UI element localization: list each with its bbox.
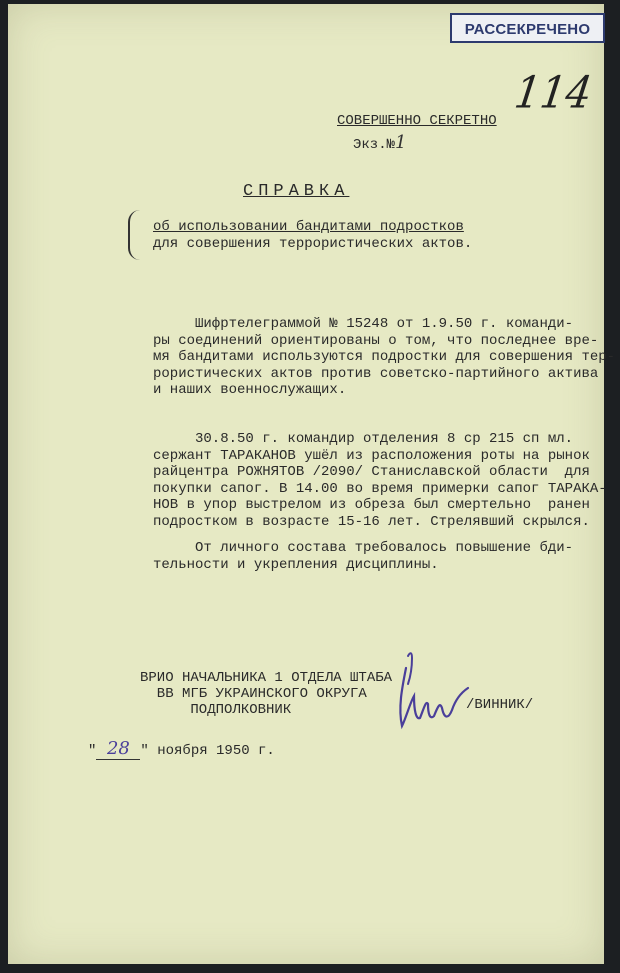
- copy-number-line: [353, 132, 406, 153]
- paragraph-line: и наших военнослужащих.: [153, 382, 347, 398]
- document-title: СПРАВКА: [243, 182, 350, 201]
- signature-block: [140, 670, 392, 718]
- paragraph-line: От личного состава требовалось повышение бди-: [153, 540, 574, 556]
- date-open-quote: ": [88, 743, 97, 759]
- paragraph-line: подростком в возрасте 15-16 лет. Стрелявший скрылся.: [153, 513, 590, 530]
- signature-line: ВВ МГБ УКРАИНСКОГО ОКРУГА: [140, 686, 367, 702]
- paragraph-2: [153, 431, 607, 530]
- copy-number: 1: [395, 132, 407, 153]
- paragraph-3: [153, 540, 574, 573]
- paragraph-line: 30.8.50 г. командир отделения 8 ср 215 сп мл.: [153, 431, 574, 447]
- declassified-stamp: РАССЕКРЕЧЕНО: [450, 13, 605, 43]
- signer-name: /ВИННИК/: [466, 697, 534, 713]
- paragraph-line: сержант ТАРАКАНОВ ушёл из расположения роты на рынок: [153, 447, 590, 464]
- paragraph-line: покупки сапог. В 14.00 во время примерки сапог ТАРАКА-: [153, 480, 607, 497]
- handwritten-signature: [392, 648, 472, 738]
- paragraph-line: райцентра РОЖНЯТОВ /2090/ Станиславской области для: [153, 464, 590, 480]
- date-day: 28: [96, 738, 140, 760]
- date-month-year: ноября 1950 г.: [148, 743, 275, 759]
- signature-line: ПОДПОЛКОВНИК: [140, 702, 292, 718]
- copy-label: Экз.№: [353, 137, 396, 153]
- paragraph-1: [153, 316, 616, 399]
- signature-line: ВРИО НАЧАЛЬНИКА 1 ОТДЕЛА ШТАБА: [140, 670, 393, 686]
- paragraph-line: НОВ в упор выстрелом из обреза был смертельно ранен: [153, 497, 590, 513]
- paragraph-line: рористических актов против советско-партийного актива: [153, 365, 599, 382]
- paragraph-line: ры соединений ориентированы о том, что последнее вре-: [153, 332, 599, 349]
- subject-line-1: об использовании бандитами подростков: [153, 219, 464, 235]
- paragraph-line: тельности и укрепления дисциплины.: [153, 556, 439, 573]
- classification-label: СОВЕРШЕННО СЕКРЕТНО: [337, 113, 497, 129]
- subject-line-2: для совершения террористических актов.: [153, 236, 473, 252]
- paragraph-line: мя бандитами используются подростки для совершения тер-: [153, 349, 616, 365]
- page-number: 114: [511, 67, 595, 119]
- document-date: [88, 738, 275, 760]
- date-close-quote: ": [140, 743, 149, 759]
- margin-bracket: [128, 210, 148, 260]
- paragraph-line: Шифртелеграммой № 15248 от 1.9.50 г. команди-: [153, 316, 574, 332]
